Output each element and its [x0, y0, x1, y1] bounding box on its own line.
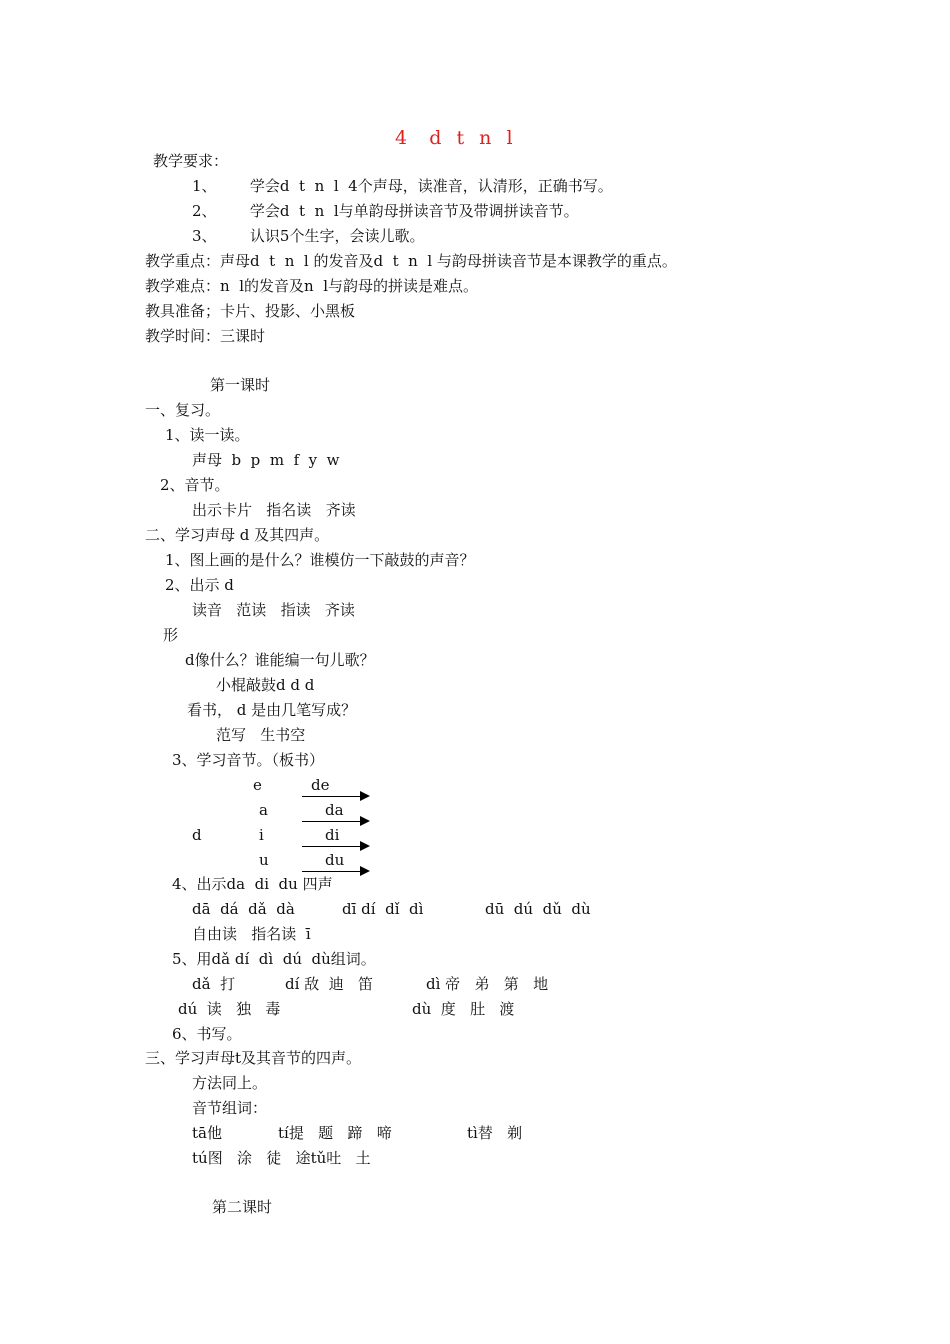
strokes-question: 看书， d 是由几笔写成？: [187, 701, 357, 719]
requirement-item-2: 2、 学会d t n l与单韵母拼读音节及带调拼读音节。: [192, 202, 579, 220]
lesson2-heading: 第二课时: [212, 1198, 273, 1216]
d-item-5: 5、用dǎ dí dì dú dù组词。: [172, 950, 376, 968]
teaching-time: 教学时间：三课时: [145, 327, 266, 345]
key-points: 教学重点：声母d t n l 的发音及d t n l 与韵母拼读音节是本课教学的重点。: [145, 252, 677, 270]
copy-steps: 范写 生书空: [216, 726, 306, 744]
arrow-icon: [302, 846, 368, 847]
arrow-icon: [302, 821, 368, 822]
d-item-1: 1、图上画的是什么？谁模仿一下敲鼓的声音？: [165, 551, 475, 569]
section-t: 三、学习声母t及其音节的四声。: [145, 1049, 362, 1067]
tones-a: dā dá dǎ dà: [192, 900, 295, 918]
section-d: 二、学习声母 d 及其四声。: [145, 526, 330, 544]
diagram-syllable: de: [311, 776, 330, 794]
words-du2: dú 读 独 毒: [178, 1000, 281, 1018]
words-ti2: tí提 题 蹄 啼: [278, 1124, 392, 1142]
syllable-words-label: 音节组词：: [192, 1099, 268, 1117]
arrow-icon: [302, 871, 368, 872]
words-ta: tā他: [192, 1124, 222, 1142]
same-method: 方法同上。: [192, 1074, 268, 1092]
d-item-3: 3、学习音节。（板书）: [172, 751, 325, 769]
words-da: dǎ 打: [192, 975, 236, 993]
arrow-icon: [302, 796, 368, 797]
words-du4: dù 度 肚 渡: [412, 1000, 515, 1018]
diagram-syllable: da: [325, 801, 344, 819]
words-di2: dí 敌 迪 笛: [285, 975, 374, 993]
section-review: 一、复习。: [145, 401, 221, 419]
words-tu: tú图 涂 徒 途tǔ吐 土: [192, 1149, 371, 1167]
words-ti4: tì替 剃: [467, 1124, 523, 1142]
tones-i: dī dí dǐ dì: [342, 900, 424, 918]
diagram-final: e: [253, 776, 262, 794]
shape-question: d像什么？谁能编一句儿歌？: [185, 651, 375, 669]
diagram-final: a: [259, 801, 268, 819]
tones-u: dū dú dǔ dù: [485, 900, 591, 918]
lesson1-heading: 第一课时: [210, 376, 271, 394]
diagram-syllable: di: [325, 826, 340, 844]
requirement-item-3: 3、 认识5个生字，会读儿歌。: [192, 227, 425, 245]
review-item-2: 2、音节。: [160, 476, 230, 494]
requirement-item-1: 1、 学会d t n l 4个声母，读准音，认清形，正确书写。: [192, 177, 613, 195]
diagram-initial: d: [192, 826, 202, 844]
review-item-1: 1、读一读。: [165, 426, 250, 444]
d-reading-steps: 读音 范读 指读 齐读: [192, 601, 355, 619]
d-item-4: 4、出示da di du 四声: [172, 875, 333, 893]
review-steps: 出示卡片 指名读 齐读: [192, 501, 356, 519]
rhyme: 小棍敲鼓d d d: [216, 676, 315, 694]
page-title: 4 d t n l: [395, 127, 514, 149]
difficulty: 教学难点：n l的发音及n l与韵母的拼读是难点。: [145, 277, 478, 295]
d-item-6: 6、书写。: [172, 1025, 242, 1043]
shape-label: 形: [163, 626, 179, 644]
requirements-heading: 教学要求：: [153, 152, 229, 170]
words-di4: dì 帝 弟 第 地: [426, 975, 549, 993]
diagram-final: i: [259, 826, 264, 844]
reading-steps: 自由读 指名读 ī: [192, 925, 311, 943]
diagram-final: u: [259, 851, 269, 869]
diagram-syllable: du: [325, 851, 345, 869]
tools: 教具准备；卡片、投影、小黑板: [145, 302, 356, 320]
d-item-2: 2、出示 d: [165, 576, 234, 594]
initials-line: 声母 b p m f y w: [192, 451, 340, 469]
